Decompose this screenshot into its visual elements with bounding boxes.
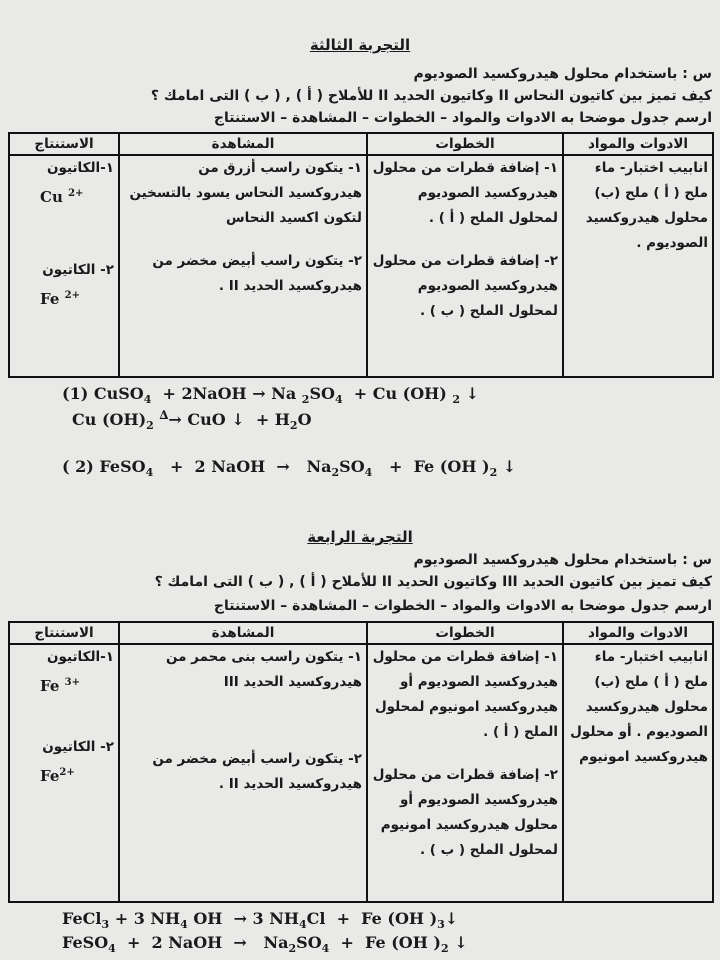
tools-text: انابيب اختبار- ماء ملح ( أ ) ملح (ب) محلول هيدروكسيد الصوديوم . <box>585 160 708 251</box>
conclusion-1-label: ١-الكاتيون <box>46 160 114 176</box>
conclusion-1-label: ١-الكاتيون <box>46 649 114 665</box>
conclusion-2-label: ٢- الكاتيون <box>42 262 114 278</box>
exp3-question-line1: س : باستخدام محلول هيدروكسيد الصوديوم <box>413 66 712 82</box>
exp4-steps-cell <box>367 644 563 902</box>
observation-2: ٢- يتكون راسب أبيض مخضر من هيدروكسيد الحديد II . <box>152 751 362 792</box>
exp3-question-line3: ارسم جدول موضحا به الادوات والمواد – الخطوات – المشاهدة – الاستنتاج <box>213 110 712 126</box>
equation-3: FeCl$_3$ + 3 $NH_4$ OH → 3 $NH_4Cl + Fe$ (OH )$_3↓$ <box>62 909 459 932</box>
exp4-question-line3: ارسم جدول موضحا به الادوات والمواد – الخطوات – المشاهدة – الاستنتاج <box>213 598 712 614</box>
equation-1b: Cu $(OH)_2$ ∆→ CuO ↓ + $H_2O$ <box>72 408 312 433</box>
step-2: ٢- إضافة قطرات من محلول هيدروكسيد الصوديوم لمحلول الملح ( ب ) . <box>372 253 558 319</box>
equation-1: (1) CuSO$_4$ + 2NaOH → Na $_2SO_4 + Cu$ (OH) $_2$ ↓ <box>62 384 480 407</box>
exp3-steps-cell <box>367 155 563 377</box>
conclusion-2-label: ٢- الكاتيون <box>42 739 114 755</box>
exp4-title: التجربة الرابعة <box>307 528 413 546</box>
header-steps: الخطوات <box>367 133 563 155</box>
exp3-title: التجربة الثالثة <box>309 36 411 54</box>
equation-4: FeSO$_4$ + 2 NaOH → $Na_2SO_4 + Fe$ (OH )$_2$ ↓ <box>62 933 468 956</box>
step-2: ٢- إضافة قطرات من محلول هيدروكسيد الصوديوم أو محلول هيدروكسيد امونيوم لمحلول الملح ( ب ) . <box>372 767 558 858</box>
exp3-header-row <box>9 133 713 155</box>
exp4-question-line1: س : باستخدام محلول هيدروكسيد الصوديوم <box>413 552 712 568</box>
header-observation: المشاهدة <box>119 622 367 644</box>
exp4-conclusion-cell <box>9 644 119 902</box>
step-1: ١- إضافة قطرات من محلول هيدروكسيد الصوديوم لمحلول الملح ( أ ) . <box>372 160 558 226</box>
exp3-table <box>8 132 714 378</box>
observation-1: ١- يتكون راسب بنى محمر من هيدروكسيد الحديد III <box>165 649 362 690</box>
exp4-body-row <box>9 644 713 902</box>
conclusion-1-ion: Fe $^{3+}$ <box>40 677 80 695</box>
header-steps: الخطوات <box>367 622 563 644</box>
exp4-header-row <box>9 622 713 644</box>
exp4-table <box>8 621 714 903</box>
header-tools: الادوات والمواد <box>563 622 713 644</box>
step-1: ١- إضافة قطرات من محلول هيدروكسيد الصوديوم أو هيدروكسيد امونيوم لمحلول الملح ( أ ) . <box>372 649 558 740</box>
header-observation: المشاهدة <box>119 133 367 155</box>
header-conclusion: الاستنتاج <box>9 133 119 155</box>
exp3-observation-cell <box>119 155 367 377</box>
observation-2: ٢- يتكون راسب أبيض مخضر من هيدروكسيد الحديد II . <box>152 253 362 294</box>
conclusion-2-ion: Fe $^{2+}$ <box>40 290 80 308</box>
observation-1: ١- يتكون راسب أزرق من هيدروكسيد النحاس يسود بالتسخين لتكون اكسيد النحاس <box>129 160 362 226</box>
exp4-tools-cell <box>563 644 713 902</box>
exp4-observation-cell <box>119 644 367 902</box>
exp4-question-line2: كيف تميز بين كاتيون الحديد III وكاتيون الحديد II للأملاح ( أ ) , ( ب ) التى امامك ؟ <box>154 574 712 590</box>
exp3-conclusion-cell <box>9 155 119 377</box>
conclusion-2-ion: $Fe^{2+}$ <box>40 767 75 785</box>
exp3-body-row <box>9 155 713 377</box>
header-conclusion: الاستنتاج <box>9 622 119 644</box>
header-tools: الادوات والمواد <box>563 133 713 155</box>
exp3-question-line2: كيف تميز بين كاتيون النحاس II وكاتيون الحديد II للأملاح ( أ ) , ( ب ) التى امامك ؟ <box>150 88 712 104</box>
equation-2: ( 2) FeSO$_4$ + 2 NaOH → $Na_2SO_4 + Fe$ (OH )$_2$ ↓ <box>62 457 517 480</box>
exp3-tools-cell <box>563 155 713 377</box>
conclusion-1-ion: Cu $^{2+}$ <box>40 188 84 206</box>
tools-text: انابيب اختبار- ماء ملح ( أ ) ملح (ب) محلول هيدروكسيد الصوديوم . أو محلول هيدروكسيد امونيوم <box>570 649 708 765</box>
